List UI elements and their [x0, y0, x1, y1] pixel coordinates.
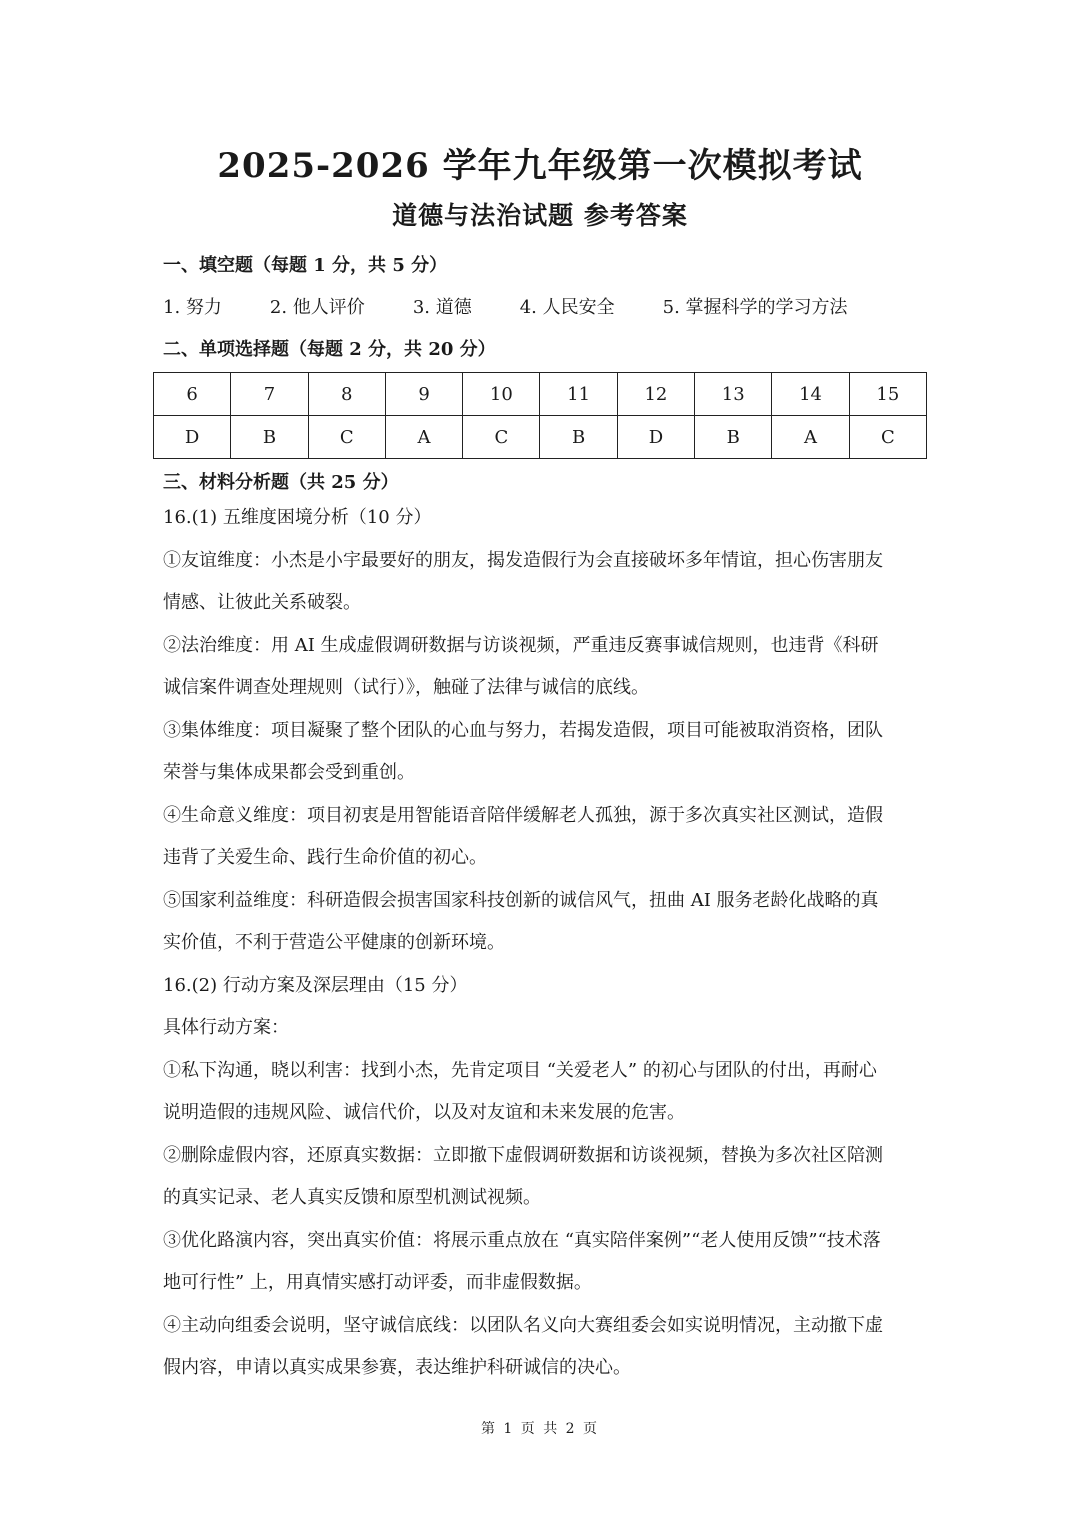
answer-content: [163, 252, 923, 1390]
question-number-cell: 13: [695, 373, 772, 416]
answer-cell: A: [772, 416, 849, 459]
question-number-cell: 9: [385, 373, 462, 416]
section-3-heading: 三、材料分析题（共 25 分）: [163, 472, 399, 493]
page-number: 第 1 页 共 2 页: [480, 1421, 600, 1437]
fill-blank-answers: [163, 294, 923, 322]
question-number-cell: 6: [154, 373, 231, 416]
fill-answer: 5. 掌握科学的学习方法: [662, 297, 848, 318]
action-line: 地可行性” 上，用真情实感打动评委，而非虚假数据。: [163, 1272, 592, 1293]
section-1-heading: 一、填空题（每题 1 分，共 5 分）: [163, 255, 448, 276]
action-line: ②删除虚假内容，还原真实数据：立即撤下虚假调研数据和访谈视频，替换为多次社区陪测: [163, 1144, 883, 1166]
dimension-line: ⑤国家利益维度：科研造假会损害国家科技创新的诚信风气，扭曲 AI 服务老龄化战略的真: [163, 889, 879, 911]
fill-answer: 4. 人民安全: [519, 297, 615, 318]
answer-cell: C: [308, 416, 385, 459]
dimension-line: 实价值，不利于营造公平健康的创新环境。: [163, 932, 505, 953]
fill-answer: 2. 他人评价: [269, 297, 365, 318]
question-number-cell: 10: [463, 373, 540, 416]
question-16-1-title: 16.(1) 五维度困境分析（10 分）: [163, 507, 432, 528]
action-line: ④主动向组委会说明，坚守诚信底线：以团队名义向大赛组委会如实说明情况，主动撤下虚: [163, 1314, 883, 1336]
question-number-cell: 15: [849, 373, 926, 416]
fill-answer: 3. 道德: [412, 297, 472, 318]
question-16-2-title: 16.(2) 行动方案及深层理由（15 分）: [163, 974, 468, 996]
question-number-cell: 12: [617, 373, 694, 416]
exam-title: 2025-2026 学年九年级第一次模拟考试: [217, 146, 863, 186]
answer-cell: C: [849, 416, 926, 459]
action-line: 说明造假的违规风险、诚信代价，以及对友谊和未来发展的危害。: [163, 1102, 685, 1123]
action-line: ①私下沟通，晓以利害：找到小杰，先肯定项目 “关爱老人” 的初心与团队的付出，再耐心: [163, 1059, 877, 1081]
answer-cell: A: [385, 416, 462, 459]
dimension-line: ③集体维度：项目凝聚了整个团队的心血与努力，若揭发造假，项目可能被取消资格，团队: [163, 719, 883, 741]
action-plan-intro: 具体行动方案：: [163, 1017, 289, 1038]
answer-cell: B: [540, 416, 617, 459]
dimension-line: 诚信案件调查处理规则（试行）》，触碰了法律与诚信的底线。: [163, 677, 649, 698]
dimension-line: ④生命意义维度：项目初衷是用智能语音陪伴缓解老人孤独，源于多次真实社区测试，造假: [163, 804, 883, 826]
question-number-cell: 11: [540, 373, 617, 416]
question-number-cell: 7: [231, 373, 308, 416]
answer-cell: D: [617, 416, 694, 459]
action-line: 假内容，申请以真实成果参赛，表达维护科研诚信的决心。: [163, 1357, 631, 1378]
dimension-line: 情感、让彼此关系破裂。: [163, 592, 361, 613]
answer-row: [154, 416, 927, 459]
choice-answer-table: [153, 372, 927, 459]
fill-answer: 1. 努力: [163, 297, 222, 318]
exam-subtitle: 道德与法治试题 参考答案: [392, 201, 688, 230]
question-number-cell: 8: [308, 373, 385, 416]
question-number-cell: 14: [772, 373, 849, 416]
dimension-line: 荣誉与集体成果都会受到重创。: [163, 762, 415, 783]
question-number-row: [154, 373, 927, 416]
answer-cell: B: [231, 416, 308, 459]
dimension-line: 违背了关爱生命、践行生命价值的初心。: [163, 847, 487, 868]
dimension-line: ①友谊维度：小杰是小宇最要好的朋友，揭发造假行为会直接破坏多年情谊，担心伤害朋友: [163, 549, 883, 571]
answer-cell: D: [154, 416, 231, 459]
action-line: ③优化路演内容，突出真实价值：将展示重点放在 “真实陪伴案例”“老人使用反馈”“技术落: [163, 1229, 881, 1251]
section-2-heading: 二、单项选择题（每题 2 分，共 20 分）: [163, 339, 496, 360]
answer-cell: C: [463, 416, 540, 459]
dimension-line: ②法治维度：用 AI 生成虚假调研数据与访谈视频，严重违反赛事诚信规则，也违背《科研: [163, 634, 879, 656]
answer-cell: B: [695, 416, 772, 459]
action-line: 的真实记录、老人真实反馈和原型机测试视频。: [163, 1187, 541, 1208]
